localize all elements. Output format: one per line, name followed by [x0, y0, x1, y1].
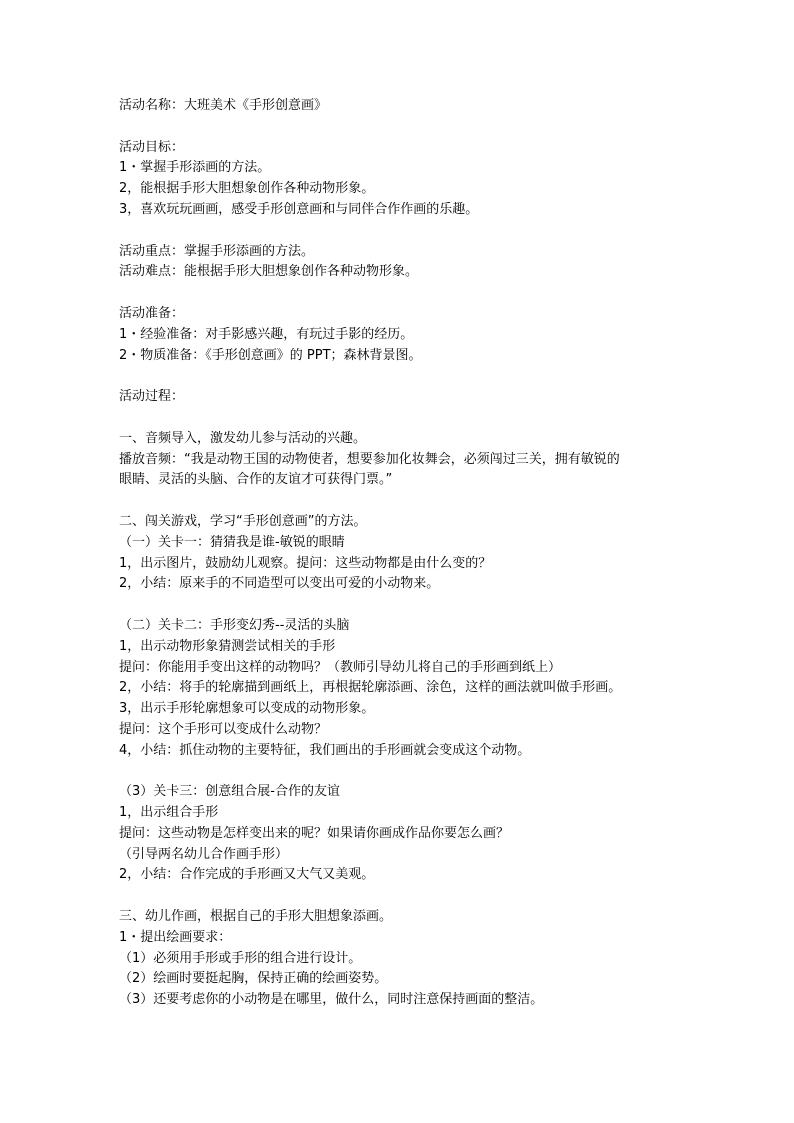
level2-line: 2，小结：将手的轮廓描到画纸上，再根据轮廓添画、涂色，这样的画法就叫做手形画。 [119, 680, 622, 696]
level2-line: 1，出示动物形象猜测尝试相关的手形 [119, 638, 336, 654]
goal-item: 1・掌握手形添画的方法。 [119, 160, 271, 176]
level3-line: （引导两名幼儿合作画手形） [119, 846, 289, 862]
part1-heading: 一、音频导入，激发幼儿参与活动的兴趣。 [119, 430, 367, 446]
process-title: 活动过程： [119, 389, 185, 405]
level3-line: 提问：这些动物是怎样变出来的呢？如果请你画成作品你要怎么画？ [119, 825, 510, 841]
prep-item: 2・物质准备：《手形创意画》的 PPT；森林背景图。 [119, 347, 422, 363]
part3-line: （3）还要考虑你的小动物是在哪里，做什么，同时注意保持画面的整洁。 [119, 992, 544, 1008]
part1-line: 眼睛、灵活的头脑、合作的友谊才可获得门票。” [119, 472, 393, 488]
level2-line: 3，出示手形轮廓想象可以变成的动物形象。 [119, 701, 375, 717]
level2-line: 4，小结：抓住动物的主要特征，我们画出的手形画就会变成这个动物。 [119, 742, 531, 758]
spacer [119, 491, 699, 512]
spacer [119, 762, 699, 783]
level1-line: 2，小结：原来手的不同造型可以变出可爱的小动物来。 [119, 576, 440, 592]
spacer [119, 886, 699, 907]
level1-line: 1，出示图片，鼓励幼儿观察。提问：这些动物都是由什么变的？ [119, 555, 492, 571]
spacer [119, 221, 699, 242]
part1-line: 播放音频：“我是动物王国的动物使者，想要参加化妆舞会，必须闯过三关，拥有敏锐的 [119, 451, 620, 467]
level2-line: 提问：这个手形可以变成什么动物？ [119, 721, 328, 737]
document-body [119, 96, 699, 1011]
goals-title: 活动目标： [119, 139, 185, 155]
level3-heading: （3）关卡三：创意组合展-合作的友谊 [119, 784, 340, 800]
level3-line: 1，出示组合手形 [119, 805, 219, 821]
part3-line: 1・提出绘画要求： [119, 929, 232, 945]
difficult-point: 活动难点：能根据手形大胆想象创作各种动物形象。 [119, 264, 419, 280]
spacer [119, 117, 699, 138]
part3-line: （2）绘画时要挺起胸，保持正确的绘画姿势。 [119, 971, 388, 987]
spacer [119, 366, 699, 387]
spacer [119, 283, 699, 304]
level2-heading: （二）关卡二：手形变幻秀--灵活的头脑 [119, 617, 350, 633]
level3-line: 2，小结：合作完成的手形画又大气又美观。 [119, 867, 375, 883]
part2-heading: 二、闯关游戏，学习“手形创意画”的方法。 [119, 513, 367, 529]
part3-heading: 三、幼儿作画，根据自己的手形大胆想象添画。 [119, 909, 393, 925]
level2-line: 提问：你能用手变出这样的动物吗？（教师引导幼儿将自己的手形画到纸上） [119, 659, 562, 675]
goal-item: 2，能根据手形大胆想象创作各种动物形象。 [119, 181, 375, 197]
key-point: 活动重点：掌握手形添画的方法。 [119, 243, 315, 259]
activity-name: 活动名称：大班美术《手形创意画》 [119, 98, 328, 113]
goal-item: 3，喜欢玩玩画画，感受手形创意画和与同伴合作作画的乐趣。 [119, 201, 479, 217]
spacer [119, 408, 699, 429]
level1-heading: （一）关卡一：猜猜我是谁-敏锐的眼睛 [119, 534, 345, 550]
prep-item: 1・经验准备：对手影感兴趣，有玩过手影的经历。 [119, 326, 414, 342]
part3-line: （1）必须用手形或手形的组合进行设计。 [119, 950, 362, 966]
prep-title: 活动准备： [119, 305, 185, 321]
spacer [119, 595, 699, 616]
